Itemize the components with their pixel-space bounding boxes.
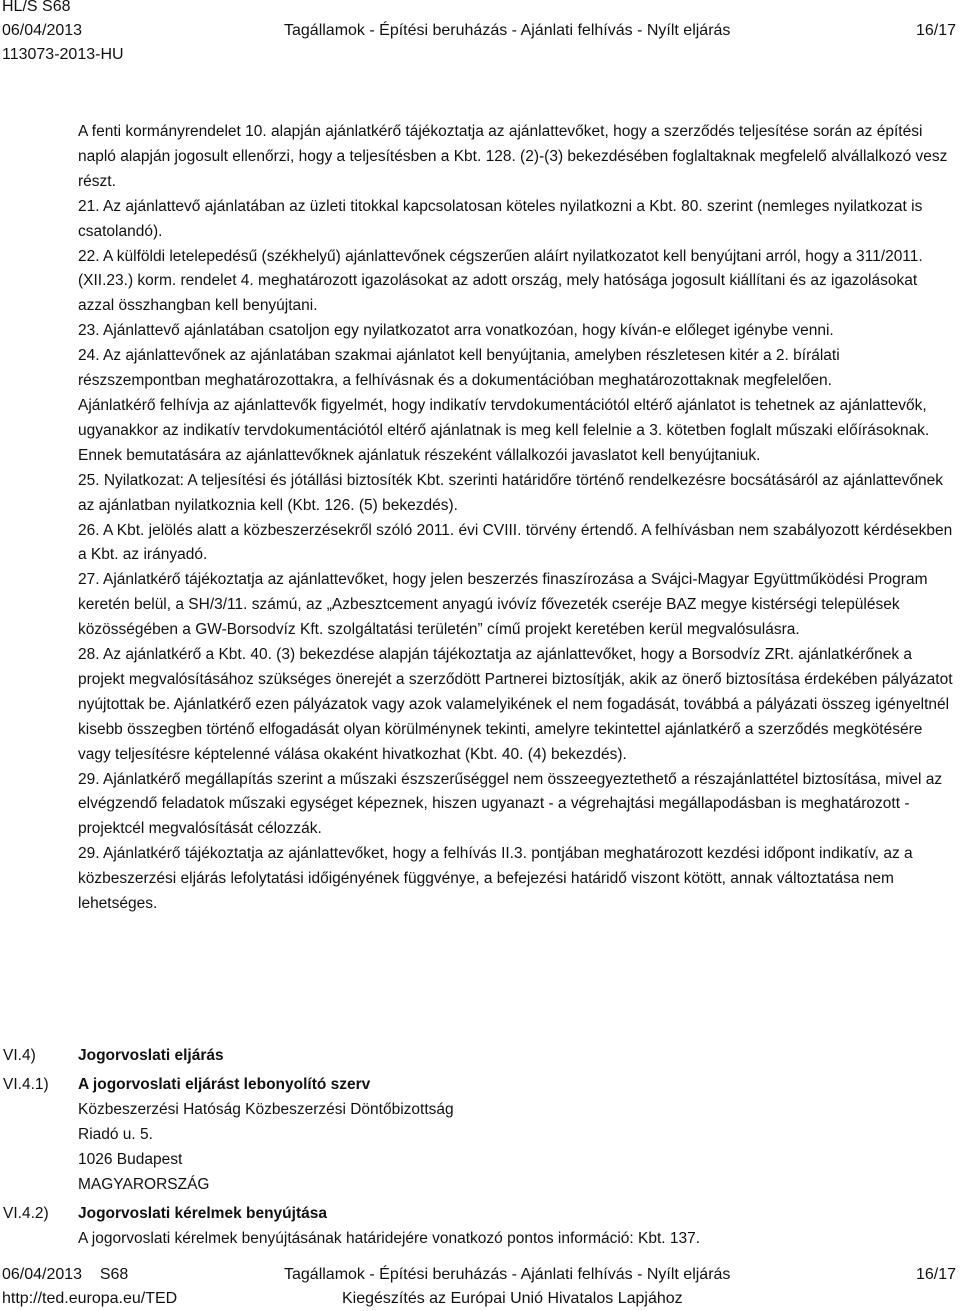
paragraph: 29. Ajánlatkérő megállapítás szerint a műszaki észszerűséggel nem összeegyeztethető a részajánlattétel biztosítása, mivel az elvégzendő feladatok műszaki egységet képeznek, hiszen ugyanazt - a végrehajtási megállapodásban is meghatározott - projektcél megvalósítását célozzák. — [78, 770, 943, 838]
paragraph: A fenti kormányrendelet 10. alapján ajánlatkérő tájékoztatja az ajánlattevőket, hogy a szerződés teljesítése során az építési napló alapján jogosult ellenőrzi, hogy a teljesítésben a Kbt. 128. (2)-(3) bekezdésében foglaltaknak megfelelő alvállalkozó vesz részt. — [78, 123, 948, 190]
footer-subtitle: Kiegészítés az Európai Unió Hivatalos Lapjához — [342, 1290, 683, 1307]
page-footer — [0, 1262, 960, 1311]
address-line: 1026 Budapest — [78, 1150, 183, 1168]
paragraph: 21. Az ajánlattevő ajánlatában az üzleti titokkal kapcsolatosan köteles nyilatkozni a Kbt. 80. szerint (nemleges nyilatkozat is csatolandó). — [78, 197, 923, 240]
section-number-vi41: VI.4.1) — [3, 1076, 49, 1093]
section-vi42 — [78, 1202, 954, 1252]
section-title: A jogorvoslati eljárást lebonyolító szerv — [78, 1076, 371, 1093]
footer-date: 06/04/2013 — [2, 1266, 83, 1283]
paragraph: 28. Az ajánlatkérő a Kbt. 40. (3) bekezdése alapján tájékoztatja az ajánlattevőket, hogy a Borsodvíz ZRt. ajánlatkérőnek a projekt megvalósításához szükséges önerejét a szerződött Partnerei biztosítják, akik az önerő biztosítása érdekében pályázatot nyújtottak be. Ajánlatkérő ezen pályázatok vagy azok valamelyikének el nem fogadását, továbbá a pályázati összeg igényeltnél kisebb összegben történő elfogadását olyan körülménynek tekinti, amelyre tekintettel ajánlatkérő a szerződés megkötésére vagy teljesítésre képtelenné válása okaként hivatkozhat (Kbt. 40. (4) bekezdés). — [78, 646, 953, 763]
section-number-vi42: VI.4.2) — [3, 1205, 49, 1222]
header-page-number: 16/17 — [915, 22, 956, 39]
paragraph: 22. A külföldi letelepedésű (székhelyű) ajánlattevőnek cégszerűen aláírt nyilatkozatot kell benyújtani arról, hogy a 311/2011. (XII.23.) korm. rendelet 4. meghatározott igazolásokat az adott ország, mely hatósága jogosult kiállítani és az igazolásokat azzal összhangban kell benyújtani. — [78, 247, 923, 315]
address-line: MAGYARORSZÁG — [78, 1175, 210, 1193]
paragraph: 25. Nyilatkozat: A teljesítési és jótállási biztosíték Kbt. szerinti határidőre történő rendelkezésre bocsátásáról az ajánlattevőnek az ajánlatban nyilatkoznia kell (Kbt. 126. (5) bekezdés). — [78, 471, 944, 514]
address-line: Riadó u. 5. — [78, 1125, 153, 1143]
paragraph: 29. Ajánlatkérő tájékoztatja az ajánlattevőket, hogy a felhívás II.3. pontjában meghatározott kezdési időpont indikatív, az a közbeszerzési eljárás lefolytatási időigényének függvénye, a befejezési határidő viszont kötött, annak változtatása nem lehetséges. — [78, 845, 913, 913]
paragraph: 23. Ajánlattevő ajánlatában csatoljon egy nyilatkozatot arra vonatkozóan, hogy kíván-e előleget igénybe venni. — [78, 322, 834, 340]
section-title: Jogorvoslati eljárás — [78, 1047, 224, 1064]
address-line: Közbeszerzési Hatóság Közbeszerzési Döntőbizottság — [78, 1100, 454, 1118]
header-series: HL/S S68 — [2, 0, 71, 15]
section-vi4 — [78, 1044, 954, 1069]
footer-url[interactable]: http://ted.europa.eu/TED — [2, 1290, 178, 1307]
paragraph: 27. Ajánlatkérő tájékoztatja az ajánlattevőket, hogy jelen beszerzés finaszírozása a Svájci-Magyar Együttműködési Program keretén belül, a SH/3/11. számú, az „Azbesztcement anyagú ivóvíz fővezeték cseréje BAZ megye kistérségi települések közösségében a GW-Borsodvíz Kft. szolgáltatási területén” című projekt keretében kerül megvalósulásra. — [78, 571, 928, 639]
section-text: A jogorvoslati kérelmek benyújtásának határidejére vonatkozó pontos információ: Kbt. 137. — [78, 1229, 701, 1247]
footer-series: S68 — [99, 1266, 129, 1283]
page-header — [0, 0, 960, 72]
header-title: Tagállamok - Építési beruházás - Ajánlati felhívás - Nyílt eljárás — [284, 22, 731, 39]
paragraph: Ajánlatkérő felhívja az ajánlattevők figyelmét, hogy indikatív tervdokumentációtól eltérő ajánlatot is tehetnek az ajánlattevők, ugyanakkor az indikatív tervdokumentációtól eltérő ajánlatnak is meg kell felelnie a 3. kötetben foglalt műszaki előírásoknak. Ennek bemutatására az ajánlattevőknek ajánlatuk részeként vállalkozói javaslatot kell benyújtaniuk. — [78, 396, 930, 464]
section-title: Jogorvoslati kérelmek benyújtása — [78, 1205, 327, 1222]
section-number-vi4: VI.4) — [3, 1047, 36, 1064]
footer-page-number: 16/17 — [915, 1266, 956, 1283]
paragraph: 24. Az ajánlattevőnek az ajánlatában szakmai ajánlatot kell benyújtania, amelyben részletesen kitér a 2. bírálati részszempontban meghatározottakra, a felhívásnak és a dokumentációban meghatározottaknak megfelelően. — [78, 347, 840, 390]
section-vi41 — [78, 1073, 954, 1198]
paragraph: 26. A Kbt. jelölés alatt a közbeszerzésekről szóló 2011. évi CVIII. törvény értendő. A felhívásban nem szabályozott kérdésekben a Kbt. az irányadó. — [78, 521, 953, 564]
header-doc-id: 113073-2013-HU — [2, 46, 124, 63]
header-date: 06/04/2013 — [2, 22, 83, 39]
footer-date-series — [2, 1266, 128, 1284]
document-body — [78, 120, 954, 917]
footer-title: Tagállamok - Építési beruházás - Ajánlati felhívás - Nyílt eljárás — [284, 1266, 731, 1283]
